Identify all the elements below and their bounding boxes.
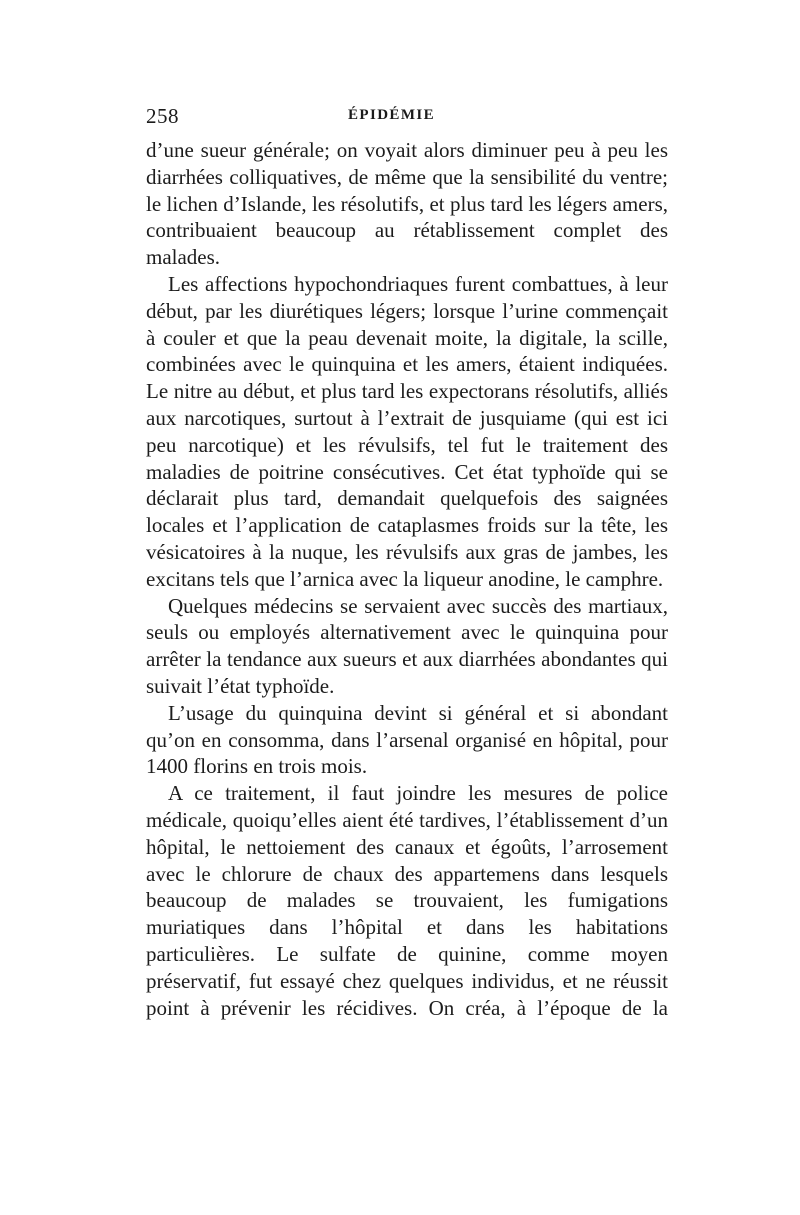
page-number: 258 bbox=[146, 104, 179, 128]
paragraph-3: Quelques médecins se servaient avec succès des martiaux, seuls ou employés alternativement avec le quinquina pour arrêter la tendance aux sueurs et aux diarrhées abondantes qui suivait l’état typhoïde. bbox=[146, 593, 668, 698]
page-body bbox=[146, 137, 668, 1021]
running-head: ÉPIDÉMIE bbox=[348, 107, 436, 123]
paragraph-4: L’usage du quinquina devint si général et si abondant qu’on en consomma, dans l’arsenal organisé en hôpital, pour 1400 florins en trois mois. bbox=[146, 700, 668, 779]
paragraph-5: A ce traitement, il faut joindre les mesures de police médicale, quoiqu’elles aient été tardives, l’établissement d’un hôpital, le nettoiement des canaux et égoûts, l’arrosement avec le chlorure de chaux des appartemens dans lesquels beaucoup de malades se trouvaient, les fumigations muriatiques dans l’hôpital et dans les habitations particulières. Le sulfate de quinine, comme moyen préservatif, fut essayé chez quelques individus, et ne réussit point à prévenir les récidives. On créa, à l’époque de la bbox=[146, 781, 668, 1020]
page-header bbox=[146, 104, 668, 130]
paragraph-1: d’une sueur générale; on voyait alors diminuer peu à peu les diarrhées colliquatives, de même que la sensibilité du ventre; le lichen d’Islande, les résolutifs, et plus tard les légers amers, contribuaient beaucoup au rétablissement complet des malades. bbox=[146, 138, 668, 270]
paragraph-2: Les affections hypochondriaques furent combattues, à leur début, par les diurétiques légers; lorsque l’urine commençait à couler et que la peau devenait moite, la digitale, la scille, combinées avec le quinquina et les amers, étaient indiquées. Le nitre au début, et plus tard les expectorans résolutifs, alliés aux narcotiques, surtout à l’extrait de jusquiame (qui est ici peu narcotique) et les révulsifs, tel fut le traitement des maladies de poitrine consécutives. Cet état typhoïde qui se déclarait plus tard, demandait quelquefois des saignées locales et l’application de cataplasmes froids sur la tête, les vésicatoires à la nuque, les révulsifs aux gras de jambes, les excitans tels que l’arnica avec la liqueur anodine, le camphre. bbox=[146, 271, 668, 591]
